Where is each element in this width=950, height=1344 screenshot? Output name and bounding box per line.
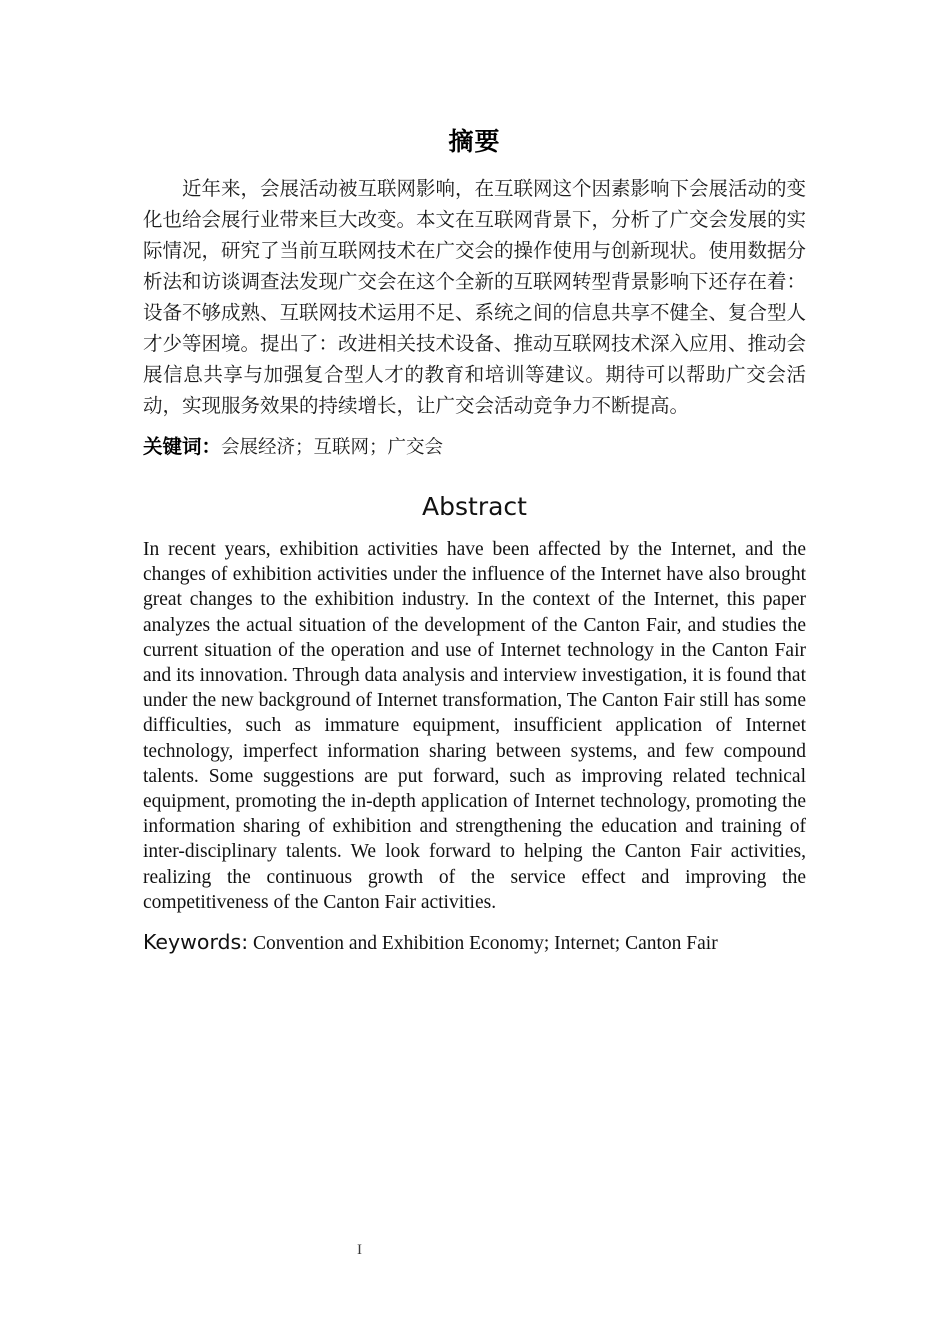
spacer	[143, 159, 806, 173]
page-number: I	[357, 1242, 362, 1258]
spacer	[143, 421, 806, 432]
english-keywords-line	[143, 928, 806, 958]
chinese-keywords-label: 关键词：	[143, 435, 222, 458]
spacer	[143, 523, 806, 537]
spacer	[143, 463, 806, 491]
chinese-abstract-heading: 摘要	[448, 127, 501, 156]
english-abstract-body: In recent years, exhibition activities have been affected by the Internet, and the changes of exhibition activities under the influence of the Internet have also brought great changes to the exhibition industry. In the context of the Internet, this paper analyzes the actual situation of the development of the Canton Fair, and studies the current situation of the operation and use of Internet technology in the Canton Fair and its innovation. Through data analysis and interview investigation, it is found that under the new background of Internet transformation, The Canton Fair still has some difficulties, such as immature equipment, insufficient application of Internet technology, imperfect information sharing between systems, and few compound talents. Some suggestions are put forward, such as improving related technical equipment, promoting the in-depth application of Internet technology, promoting the information sharing of exhibition and strengthening the education and training of inter-disciplinary talents. We look forward to helping the Canton Fair activities, realizing the continuous growth of the service effect and improving the competitiveness of the Canton Fair activities.	[143, 539, 806, 913]
chinese-abstract-body: 近年来，会展活动被互联网影响，在互联网这个因素影响下会展活动的变化也给会展行业带来巨大改变。本文在互联网背景下，分析了广交会发展的实际情况，研究了当前互联网技术在广交会的操作使用与创新现状。使用数据分析法和访谈调查法发现广交会在这个全新的互联网转型背景影响下还存在着：设备不够成熟、互联网技术运用不足、系统之间的信息共享不健全、复合型人才少等困境。提出了：改进相关技术设备、推动互联网技术深入应用、推动会展信息共享与加强复合型人才的教育和培训等建议。期待可以帮助广交会活动，实现服务效果的持续增长，让广交会活动竞争力不断提高。	[143, 177, 807, 417]
spacer	[143, 915, 806, 928]
chinese-keywords-line	[143, 432, 806, 463]
english-keywords-value: Convention and Exhibition Economy; Internet; Canton Fair	[248, 933, 718, 955]
chinese-keywords-value: 会展经济；互联网；广交会	[221, 437, 444, 458]
english-abstract-heading: Abstract	[422, 492, 527, 521]
page-footer	[0, 1240, 950, 1264]
english-keywords-label: Keywords:	[143, 930, 249, 955]
chinese-abstract-section	[143, 0, 806, 159]
page-content	[143, 0, 806, 958]
